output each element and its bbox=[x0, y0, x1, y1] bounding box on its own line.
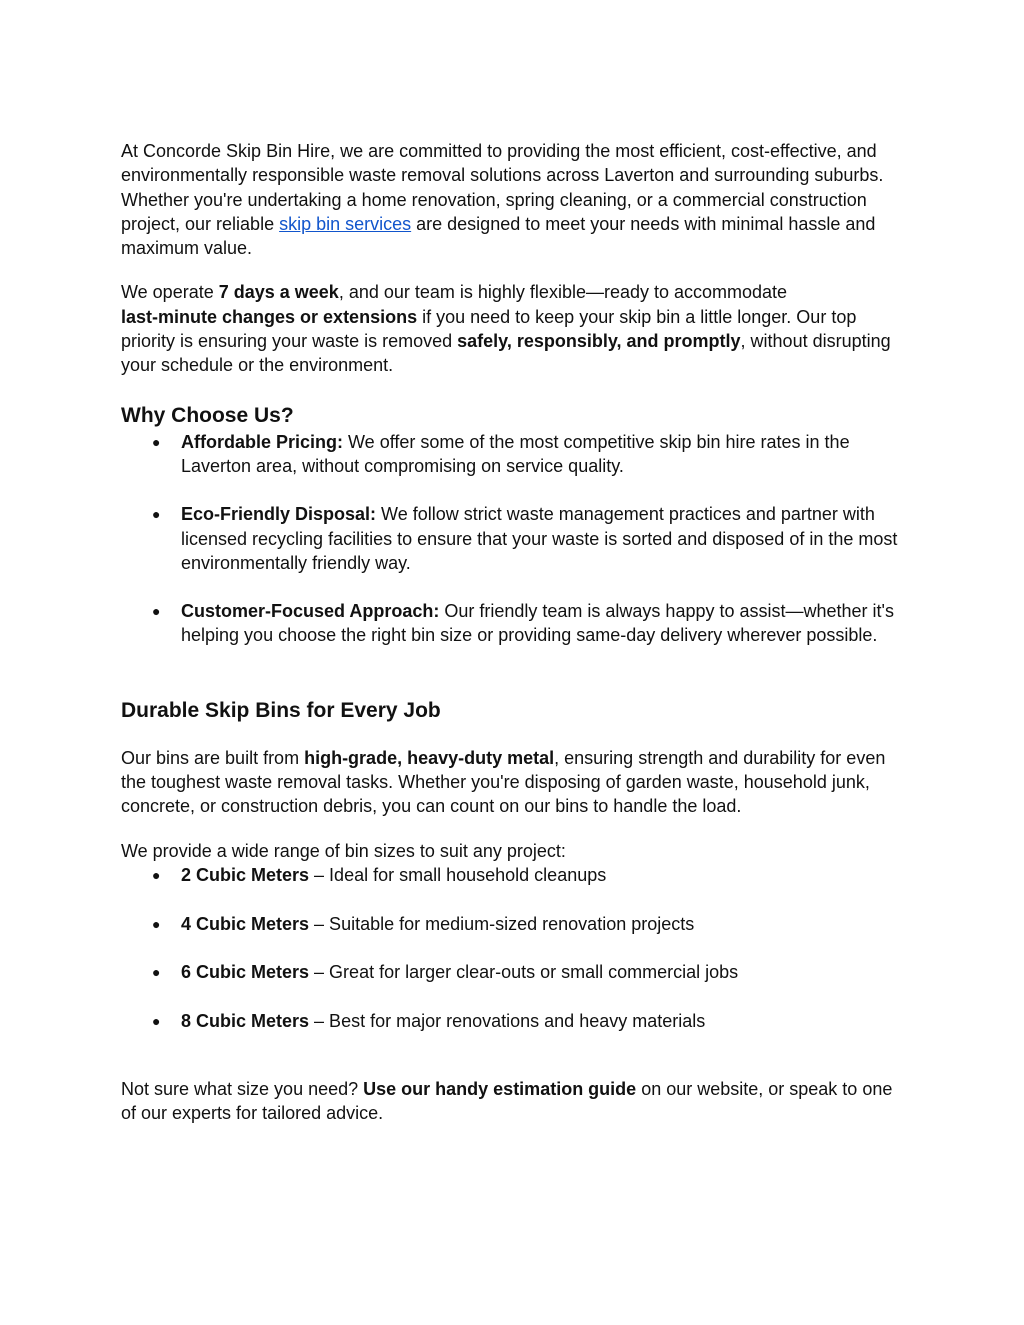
bins-bold-metal: high-grade, heavy-duty metal bbox=[304, 747, 555, 768]
bullet-icon: ● bbox=[152, 915, 161, 932]
why-item-text: We follow strict waste management practices and partner with licensed recycling facilities to ensure that your waste is sorted and disposed of in the most environmentally friendly way. bbox=[181, 504, 898, 573]
list-item bbox=[121, 912, 911, 936]
closing-bold-guide: Use our handy estimation guide bbox=[363, 1079, 637, 1100]
why-choose-heading: Why Choose Us? bbox=[121, 403, 294, 427]
list-item bbox=[121, 863, 911, 887]
closing-text-2: on our website, or speak to one of our experts for tailored advice. bbox=[121, 1079, 893, 1124]
closing-text-1: Not sure what size you need? bbox=[121, 1079, 364, 1100]
skip-bin-services-link[interactable]: skip bin services bbox=[279, 213, 412, 234]
bins-text-2: , ensuring strength and durability for even the toughest waste removal tasks. Whether you're disposing of garden waste, household junk, concrete, or construction debris, you can count on our bins to handle the load. bbox=[121, 747, 886, 817]
why-item-label: Customer-Focused Approach: bbox=[181, 601, 440, 622]
why-item-label: Eco-Friendly Disposal: bbox=[181, 504, 377, 525]
bullet-icon: ● bbox=[152, 1012, 161, 1029]
bullet-icon: ● bbox=[152, 433, 161, 450]
size-label: 2 Cubic Meters bbox=[181, 864, 310, 885]
operate-text-3: if you need to keep your skip bin a little longer. Our top priority is ensuring your waste is removed bbox=[121, 306, 857, 352]
size-label: 8 Cubic Meters bbox=[181, 1010, 310, 1031]
bullet-icon: ● bbox=[152, 506, 161, 523]
size-text: – Best for major renovations and heavy materials bbox=[309, 1010, 706, 1031]
bullet-icon: ● bbox=[152, 603, 161, 620]
list-item bbox=[121, 599, 911, 648]
operate-bold-changes: last-minute changes or extensions bbox=[121, 306, 418, 327]
intro-text-end: are designed to meet your needs with minimal hassle and maximum value. bbox=[121, 213, 876, 259]
closing-paragraph bbox=[121, 1077, 911, 1126]
document-page bbox=[121, 139, 911, 1126]
list-item bbox=[121, 1009, 911, 1033]
size-text: – Suitable for medium-sized renovation projects bbox=[309, 913, 695, 934]
operate-text-1: We operate bbox=[121, 282, 219, 303]
list-item bbox=[121, 502, 911, 575]
why-choose-list bbox=[121, 430, 911, 648]
operate-text-4: , without disrupting your schedule or the environment. bbox=[121, 331, 891, 376]
bullet-icon: ● bbox=[152, 866, 161, 883]
operate-bold-safely: safely, responsibly, and promptly bbox=[457, 331, 741, 352]
operate-paragraph bbox=[121, 280, 911, 377]
operate-bold-days: 7 days a week bbox=[218, 282, 339, 303]
bin-sizes-intro: We provide a wide range of bin sizes to suit any project: bbox=[121, 840, 566, 861]
size-label: 4 Cubic Meters bbox=[181, 913, 310, 934]
bins-text-1: Our bins are built from bbox=[121, 747, 305, 768]
size-text: – Great for larger clear-outs or small commercial jobs bbox=[309, 962, 739, 983]
why-item-label: Affordable Pricing: bbox=[181, 431, 344, 452]
list-item bbox=[121, 430, 911, 479]
bin-sizes-list bbox=[121, 863, 911, 1033]
why-item-text: Our friendly team is always happy to assist—whether it's helping you choose the right bin size or providing same-day delivery wherever possible. bbox=[181, 601, 894, 646]
size-label: 6 Cubic Meters bbox=[181, 962, 310, 983]
bullet-icon: ● bbox=[152, 964, 161, 981]
bins-material-paragraph bbox=[121, 746, 911, 819]
list-item bbox=[121, 960, 911, 984]
durable-bins-heading: Durable Skip Bins for Every Job bbox=[121, 698, 441, 722]
operate-text-2: , and our team is highly flexible—ready to accommodate bbox=[338, 282, 788, 303]
size-text: – Ideal for small household cleanups bbox=[309, 864, 607, 885]
why-item-text: We offer some of the most competitive skip bin hire rates in the Laverton area, without compromising on service quality. bbox=[181, 431, 850, 476]
intro-paragraph bbox=[121, 139, 911, 260]
intro-text-start: At Concorde Skip Bin Hire, we are committed to providing the most efficient, cost-effective, and environmentally responsible waste removal solutions across Laverton and surrounding suburbs. Whether you're undertaking a home renovation, spring cleaning, or a commercial construction project, our reliable bbox=[121, 141, 884, 234]
